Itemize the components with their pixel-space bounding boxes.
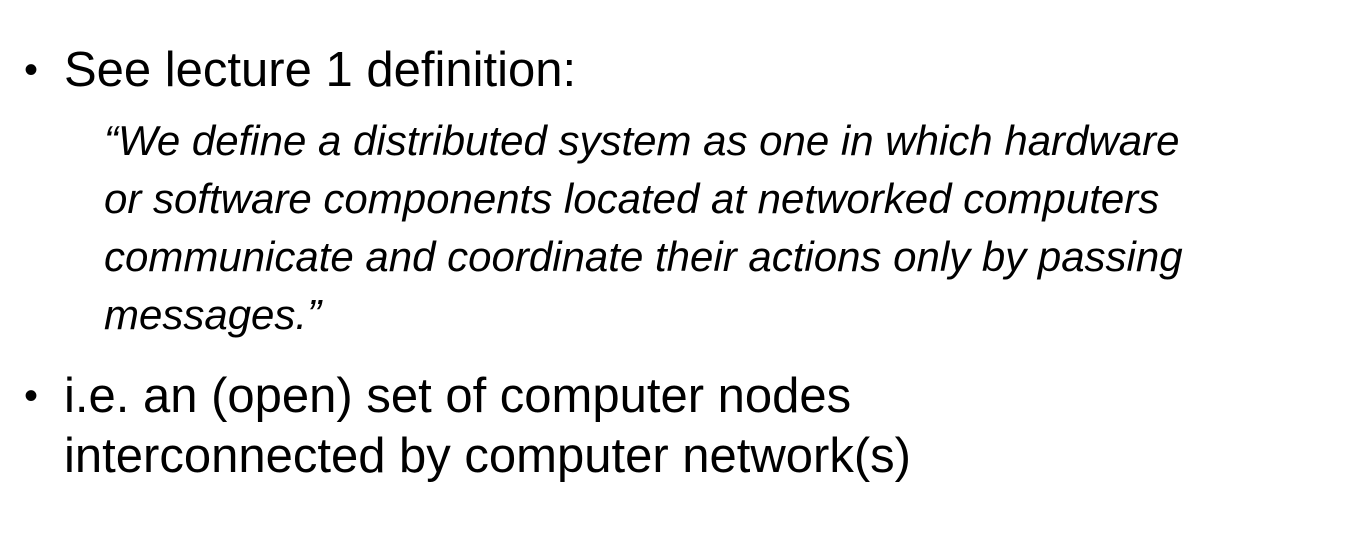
bullet-text [64, 40, 576, 100]
quote-line: communicate and coordinate their actions only by passing [104, 233, 1183, 280]
quote-line: “We define a distributed system as one in which hardware [104, 117, 1180, 164]
bullet-icon: • [24, 48, 39, 92]
quote-line: messages.” [104, 291, 322, 338]
bullet-line: See lecture 1 definition: [64, 43, 577, 97]
bullet-item-summary [24, 366, 911, 486]
bullet-item-definition [24, 40, 576, 100]
bullet-text [64, 366, 911, 486]
quote-line: or software components located at networked computers [104, 175, 1160, 222]
bullet-line: interconnected by computer network(s) [64, 429, 911, 483]
definition-quote [104, 112, 1183, 344]
bullet-line: i.e. an (open) set of computer nodes [64, 369, 852, 423]
bullet-icon: • [24, 374, 39, 418]
